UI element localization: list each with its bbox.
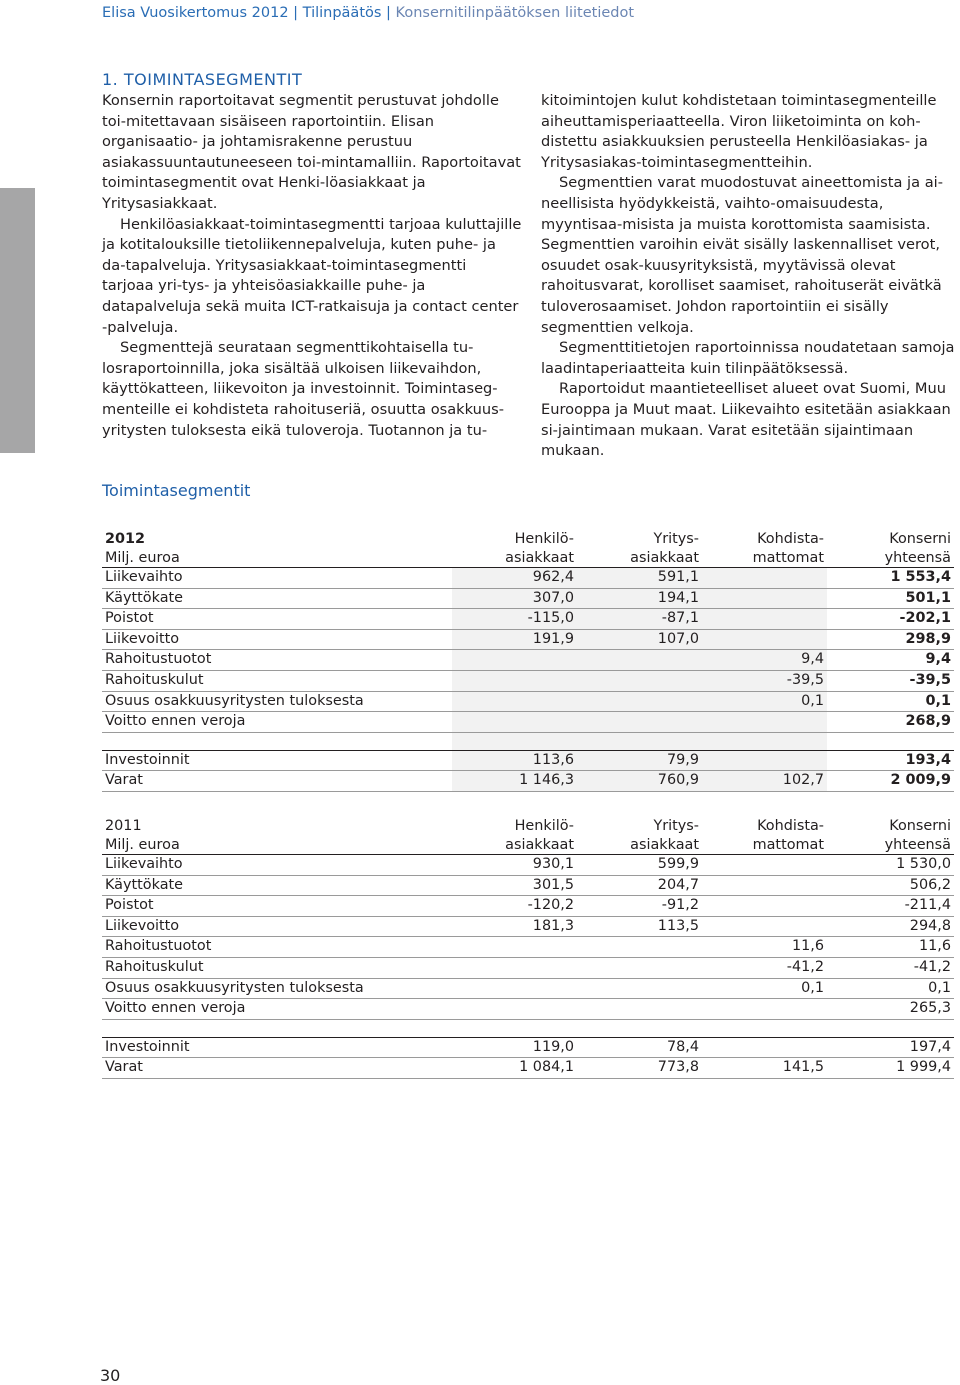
- breadcrumb-report-link[interactable]: Elisa Vuosikertomus 2012: [102, 5, 289, 21]
- header-text: yhteensä: [884, 549, 951, 566]
- table-row: [102, 771, 954, 792]
- cell-henkilo: [452, 957, 577, 978]
- header-text: asiakkaat: [505, 549, 574, 566]
- table-row: [102, 712, 954, 733]
- header-yritys: [577, 817, 702, 855]
- cell-henkilo: [452, 978, 577, 999]
- row-label: Käyttökate: [105, 589, 184, 606]
- table-row: [102, 670, 954, 691]
- table-row: [102, 957, 954, 978]
- year-unit-header: [102, 530, 452, 568]
- cell-henkilo: 930,1: [532, 856, 574, 872]
- header-konserni: [827, 530, 954, 568]
- cell-yritys: 760,9: [577, 771, 702, 792]
- cell-total: 0,1: [928, 979, 951, 996]
- header-text: Henkilö-: [514, 818, 574, 834]
- header-text: yhteensä: [884, 836, 951, 853]
- cell-kohdista: [702, 568, 827, 589]
- cell-yritys: 79,9: [577, 750, 702, 771]
- paragraph: Henkilöasiakkaat-toimintasegmentti tarjoaa kuluttajille ja kotitalouksille tietoliikennepalveluja, kuten puhe- ja da-tapalveluja. Yritysasiakkaat-toimintasegmentti tarjoaa yri-tys- ja yhteisöasiakkaille puhe- ja datapalveluja sekä muita ICT-ratkaisuja ja contact center -palveluja.: [102, 215, 522, 336]
- paragraph: kitoimintojen kulut kohdistetaan toimintasegmenteille aiheuttamisperiaatteella. Viron liiketoiminta on koh-distettu asiakkuuksien perusteella Henkilöasiakas- ja Yritysasiakas-toimintasegmentteihin.: [541, 92, 937, 171]
- segment-table-2012: [102, 530, 954, 792]
- cell-total: 1 553,4: [890, 569, 951, 585]
- cell-yritys: [577, 957, 702, 978]
- table-row: [102, 1058, 954, 1079]
- cell-yritys: [577, 650, 702, 671]
- cell-henkilo: 1 084,1: [519, 1059, 574, 1076]
- spacer-cell: [452, 732, 577, 750]
- paragraph: Segmenttien varat muodostuvat aineettomista ja ai-neellisista hyödykkeistä, vaihto-omaisuudesta, myyntisaa-misista ja muista korottomista saamisista. Segmenttien varoihin eivät sisälly laskennalliset verot, osuudet osak-kuusyrityksistä, myytävissä olevat rahoitusvarat, korolliset saamiset, rahoituserät eivätkä tuloverosaamiset. Johdon raportointiin ei sisälly segmenttien velkoja.: [541, 174, 943, 336]
- row-label: Poistot: [105, 897, 154, 914]
- row-label: Osuus osakkuusyritysten tuloksesta: [105, 692, 364, 709]
- cell-kohdista: [702, 916, 827, 937]
- cell-total: 2 009,9: [890, 772, 951, 789]
- cell-kohdista: [702, 712, 827, 733]
- row-label: Rahoitustuotot: [105, 938, 212, 955]
- header-text: Konserni: [889, 531, 951, 547]
- paragraph: Raportoidut maantieteelliset alueet ovat Suomi, Muu Eurooppa ja Muut maat. Liikevaihto esitetään asiakkaan si-jaintimaan mukaan. Varat esitetään sijaintimaan mukaan.: [541, 380, 951, 460]
- cell-total: 506,2: [909, 876, 951, 893]
- cell-yritys: -91,2: [661, 897, 699, 914]
- cell-yritys: 194,1: [577, 588, 702, 609]
- cell-total: 1 530,0: [896, 856, 951, 872]
- cell-kohdista: 141,5: [782, 1059, 824, 1076]
- cell-total: 268,9: [905, 713, 951, 730]
- cell-henkilo: [452, 999, 577, 1020]
- table-row: [102, 978, 954, 999]
- cell-henkilo: -120,2: [527, 897, 574, 914]
- spacer-cell: [827, 1019, 954, 1037]
- cell-total: 1 999,4: [896, 1059, 951, 1076]
- spacer-cell: [102, 732, 452, 750]
- row-label: Rahoitustuotot: [105, 651, 212, 668]
- header-text: mattomat: [752, 549, 824, 566]
- row-label: Liikevaihto: [105, 569, 183, 585]
- right-text-column: [541, 91, 960, 462]
- cell-yritys: [577, 937, 702, 958]
- cell-yritys: 107,0: [577, 629, 702, 650]
- row-label: Investoinnit: [105, 1038, 190, 1055]
- cell-kohdista: 102,7: [702, 771, 827, 792]
- spacer-cell: [702, 1019, 827, 1037]
- spacer-cell: [577, 732, 702, 750]
- cell-total: 11,6: [918, 938, 951, 955]
- table-row: [102, 588, 954, 609]
- paragraph: Konsernin raportoitavat segmentit perustuvat johdolle toi-mitettavaan sisäiseen raportointiin. Elisan organisaatio- ja johtamisrakenne perustuu asiakassuuntautuneeseen toi-mintamalliin. Raportoitavat toimintasegmentit ovat Henki-löasiakkaat ja Yritysasiakkaat.: [102, 92, 521, 212]
- breadcrumb-separator: |: [293, 5, 299, 21]
- header-text: asiakkaat: [630, 549, 699, 566]
- cell-henkilo: 119,0: [532, 1038, 574, 1055]
- row-label: Voitto ennen veroja: [105, 713, 246, 730]
- unit-label: Milj. euroa: [105, 549, 180, 566]
- table-row: [102, 650, 954, 671]
- cell-henkilo: 1 146,3: [452, 771, 577, 792]
- cell-total: 265,3: [909, 1000, 951, 1017]
- header-kohdista: [702, 530, 827, 568]
- row-label: Rahoituskulut: [105, 958, 204, 975]
- row-label: Liikevoitto: [105, 917, 180, 934]
- header-henkilo: [452, 817, 577, 855]
- table-row: [102, 568, 954, 589]
- breadcrumb-current-page: Konsernitilinpäätöksen liitetiedot: [395, 5, 635, 21]
- side-tab-marker: [0, 188, 35, 453]
- cell-kohdista: [702, 588, 827, 609]
- cell-total: 9,4: [925, 651, 951, 668]
- cell-kohdista: [702, 629, 827, 650]
- cell-henkilo: 181,3: [532, 917, 574, 934]
- cell-yritys: 113,5: [657, 917, 699, 934]
- cell-total: 0,1: [925, 692, 951, 709]
- year-label: 2011: [105, 818, 142, 834]
- year-label: 2012: [105, 531, 146, 547]
- header-kohdista: [702, 817, 827, 855]
- unit-label: Milj. euroa: [105, 836, 180, 853]
- table-row: [102, 1037, 954, 1058]
- cell-henkilo: [452, 937, 577, 958]
- table-heading: Toimintasegmentit: [102, 481, 251, 500]
- row-label: Liikevaihto: [105, 856, 183, 872]
- cell-kohdista: 0,1: [702, 691, 827, 712]
- header-text: Kohdista-: [757, 818, 824, 834]
- cell-yritys: 78,4: [666, 1038, 699, 1055]
- cell-kohdista: [702, 999, 827, 1020]
- cell-kohdista: [702, 750, 827, 771]
- cell-henkilo: 113,6: [452, 750, 577, 771]
- cell-total: -41,2: [913, 958, 951, 975]
- row-label: Varat: [105, 1059, 143, 1076]
- header-text: Yritys-: [653, 818, 699, 834]
- header-text: Kohdista-: [757, 531, 824, 547]
- left-text-column: [102, 91, 522, 441]
- cell-total: 294,8: [909, 917, 951, 934]
- cell-yritys: [577, 999, 702, 1020]
- cell-yritys: 204,7: [657, 876, 699, 893]
- paragraph: Segmenttejä seurataan segmenttikohtaisella tu-losraportoinnilla, joka sisältää ulkoisen liikevaihdon, käyttökatteen, liikevoiton ja investoinnit. Toimintaseg-menteille ei kohdisteta rahoituseriä, osuutta osakkuus-yritysten tuloksesta eikä tuloveroja. Tuotannon ja tu-: [102, 339, 504, 439]
- cell-kohdista: -39,5: [702, 670, 827, 691]
- row-label: Rahoituskulut: [105, 671, 204, 688]
- year-unit-header: [102, 817, 452, 855]
- cell-kohdista: [702, 609, 827, 630]
- table-row: [102, 750, 954, 771]
- cell-yritys: 591,1: [577, 568, 702, 589]
- cell-henkilo: [452, 650, 577, 671]
- table-row: [102, 629, 954, 650]
- cell-yritys: [577, 670, 702, 691]
- cell-henkilo: 307,0: [452, 588, 577, 609]
- segment-table-2011: [102, 817, 954, 1079]
- header-text: Henkilö-: [514, 531, 574, 547]
- breadcrumb-financial-statements-link[interactable]: Tilinpäätös: [302, 5, 382, 21]
- spacer-cell: [827, 732, 954, 750]
- cell-total: 298,9: [905, 630, 951, 647]
- cell-kohdista: [702, 855, 827, 876]
- cell-henkilo: 962,4: [452, 568, 577, 589]
- header-henkilo: [452, 530, 577, 568]
- spacer-cell: [577, 1019, 702, 1037]
- table-row: [102, 937, 954, 958]
- cell-kohdista: [702, 1037, 827, 1058]
- cell-henkilo: 191,9: [452, 629, 577, 650]
- cell-yritys: -87,1: [577, 609, 702, 630]
- table-row: [102, 609, 954, 630]
- header-konserni: [827, 817, 954, 855]
- row-label: Investoinnit: [105, 751, 190, 768]
- section-title: 1. TOIMINTASEGMENTIT: [102, 70, 303, 89]
- spacer-cell: [452, 1019, 577, 1037]
- row-label: Käyttökate: [105, 876, 184, 893]
- row-label: Varat: [105, 772, 143, 789]
- cell-total: 501,1: [905, 589, 951, 606]
- cell-henkilo: [452, 670, 577, 691]
- cell-total: 193,4: [905, 751, 951, 768]
- row-label: Liikevoitto: [105, 630, 180, 647]
- cell-total: -202,1: [899, 610, 951, 627]
- table-row: [102, 916, 954, 937]
- cell-yritys: [577, 691, 702, 712]
- cell-yritys: 599,9: [657, 856, 699, 872]
- header-text: mattomat: [752, 836, 824, 853]
- table-spacer-row: [102, 1019, 954, 1037]
- page-number: 30: [100, 1366, 121, 1385]
- cell-henkilo: [452, 712, 577, 733]
- table-row: [102, 855, 954, 876]
- cell-henkilo: 301,5: [532, 876, 574, 893]
- table-header-row: [102, 817, 954, 855]
- cell-kohdista: -41,2: [786, 958, 824, 975]
- cell-henkilo: [452, 691, 577, 712]
- cell-yritys: [577, 712, 702, 733]
- table-row: [102, 691, 954, 712]
- cell-kohdista: 0,1: [801, 979, 824, 996]
- spacer-cell: [702, 732, 827, 750]
- row-label: Poistot: [105, 610, 154, 627]
- paragraph: Segmenttitietojen raportoinnissa noudatetaan samoja laadintaperiaatteita kuin tilinpäätöksessä.: [541, 339, 955, 377]
- cell-kohdista: 11,6: [791, 938, 824, 955]
- cell-total: -211,4: [904, 897, 951, 914]
- cell-total: -39,5: [909, 671, 951, 688]
- cell-total: 197,4: [909, 1038, 951, 1055]
- header-yritys: [577, 530, 702, 568]
- cell-henkilo: -115,0: [452, 609, 577, 630]
- row-label: Voitto ennen veroja: [105, 1000, 246, 1017]
- table-header-row: [102, 530, 954, 568]
- breadcrumb: [102, 5, 634, 21]
- header-text: asiakkaat: [630, 836, 699, 853]
- cell-kohdista: 9,4: [702, 650, 827, 671]
- table-spacer-row: [102, 732, 954, 750]
- table-row: [102, 896, 954, 917]
- header-text: asiakkaat: [505, 836, 574, 853]
- cell-yritys: 773,8: [657, 1059, 699, 1076]
- header-text: Yritys-: [653, 531, 699, 547]
- header-text: Konserni: [889, 818, 951, 834]
- table-row: [102, 999, 954, 1020]
- cell-kohdista: [702, 896, 827, 917]
- cell-yritys: [577, 978, 702, 999]
- spacer-cell: [102, 1019, 452, 1037]
- row-label: Osuus osakkuusyritysten tuloksesta: [105, 979, 364, 996]
- breadcrumb-separator: |: [386, 5, 391, 21]
- cell-kohdista: [702, 875, 827, 896]
- table-row: [102, 875, 954, 896]
